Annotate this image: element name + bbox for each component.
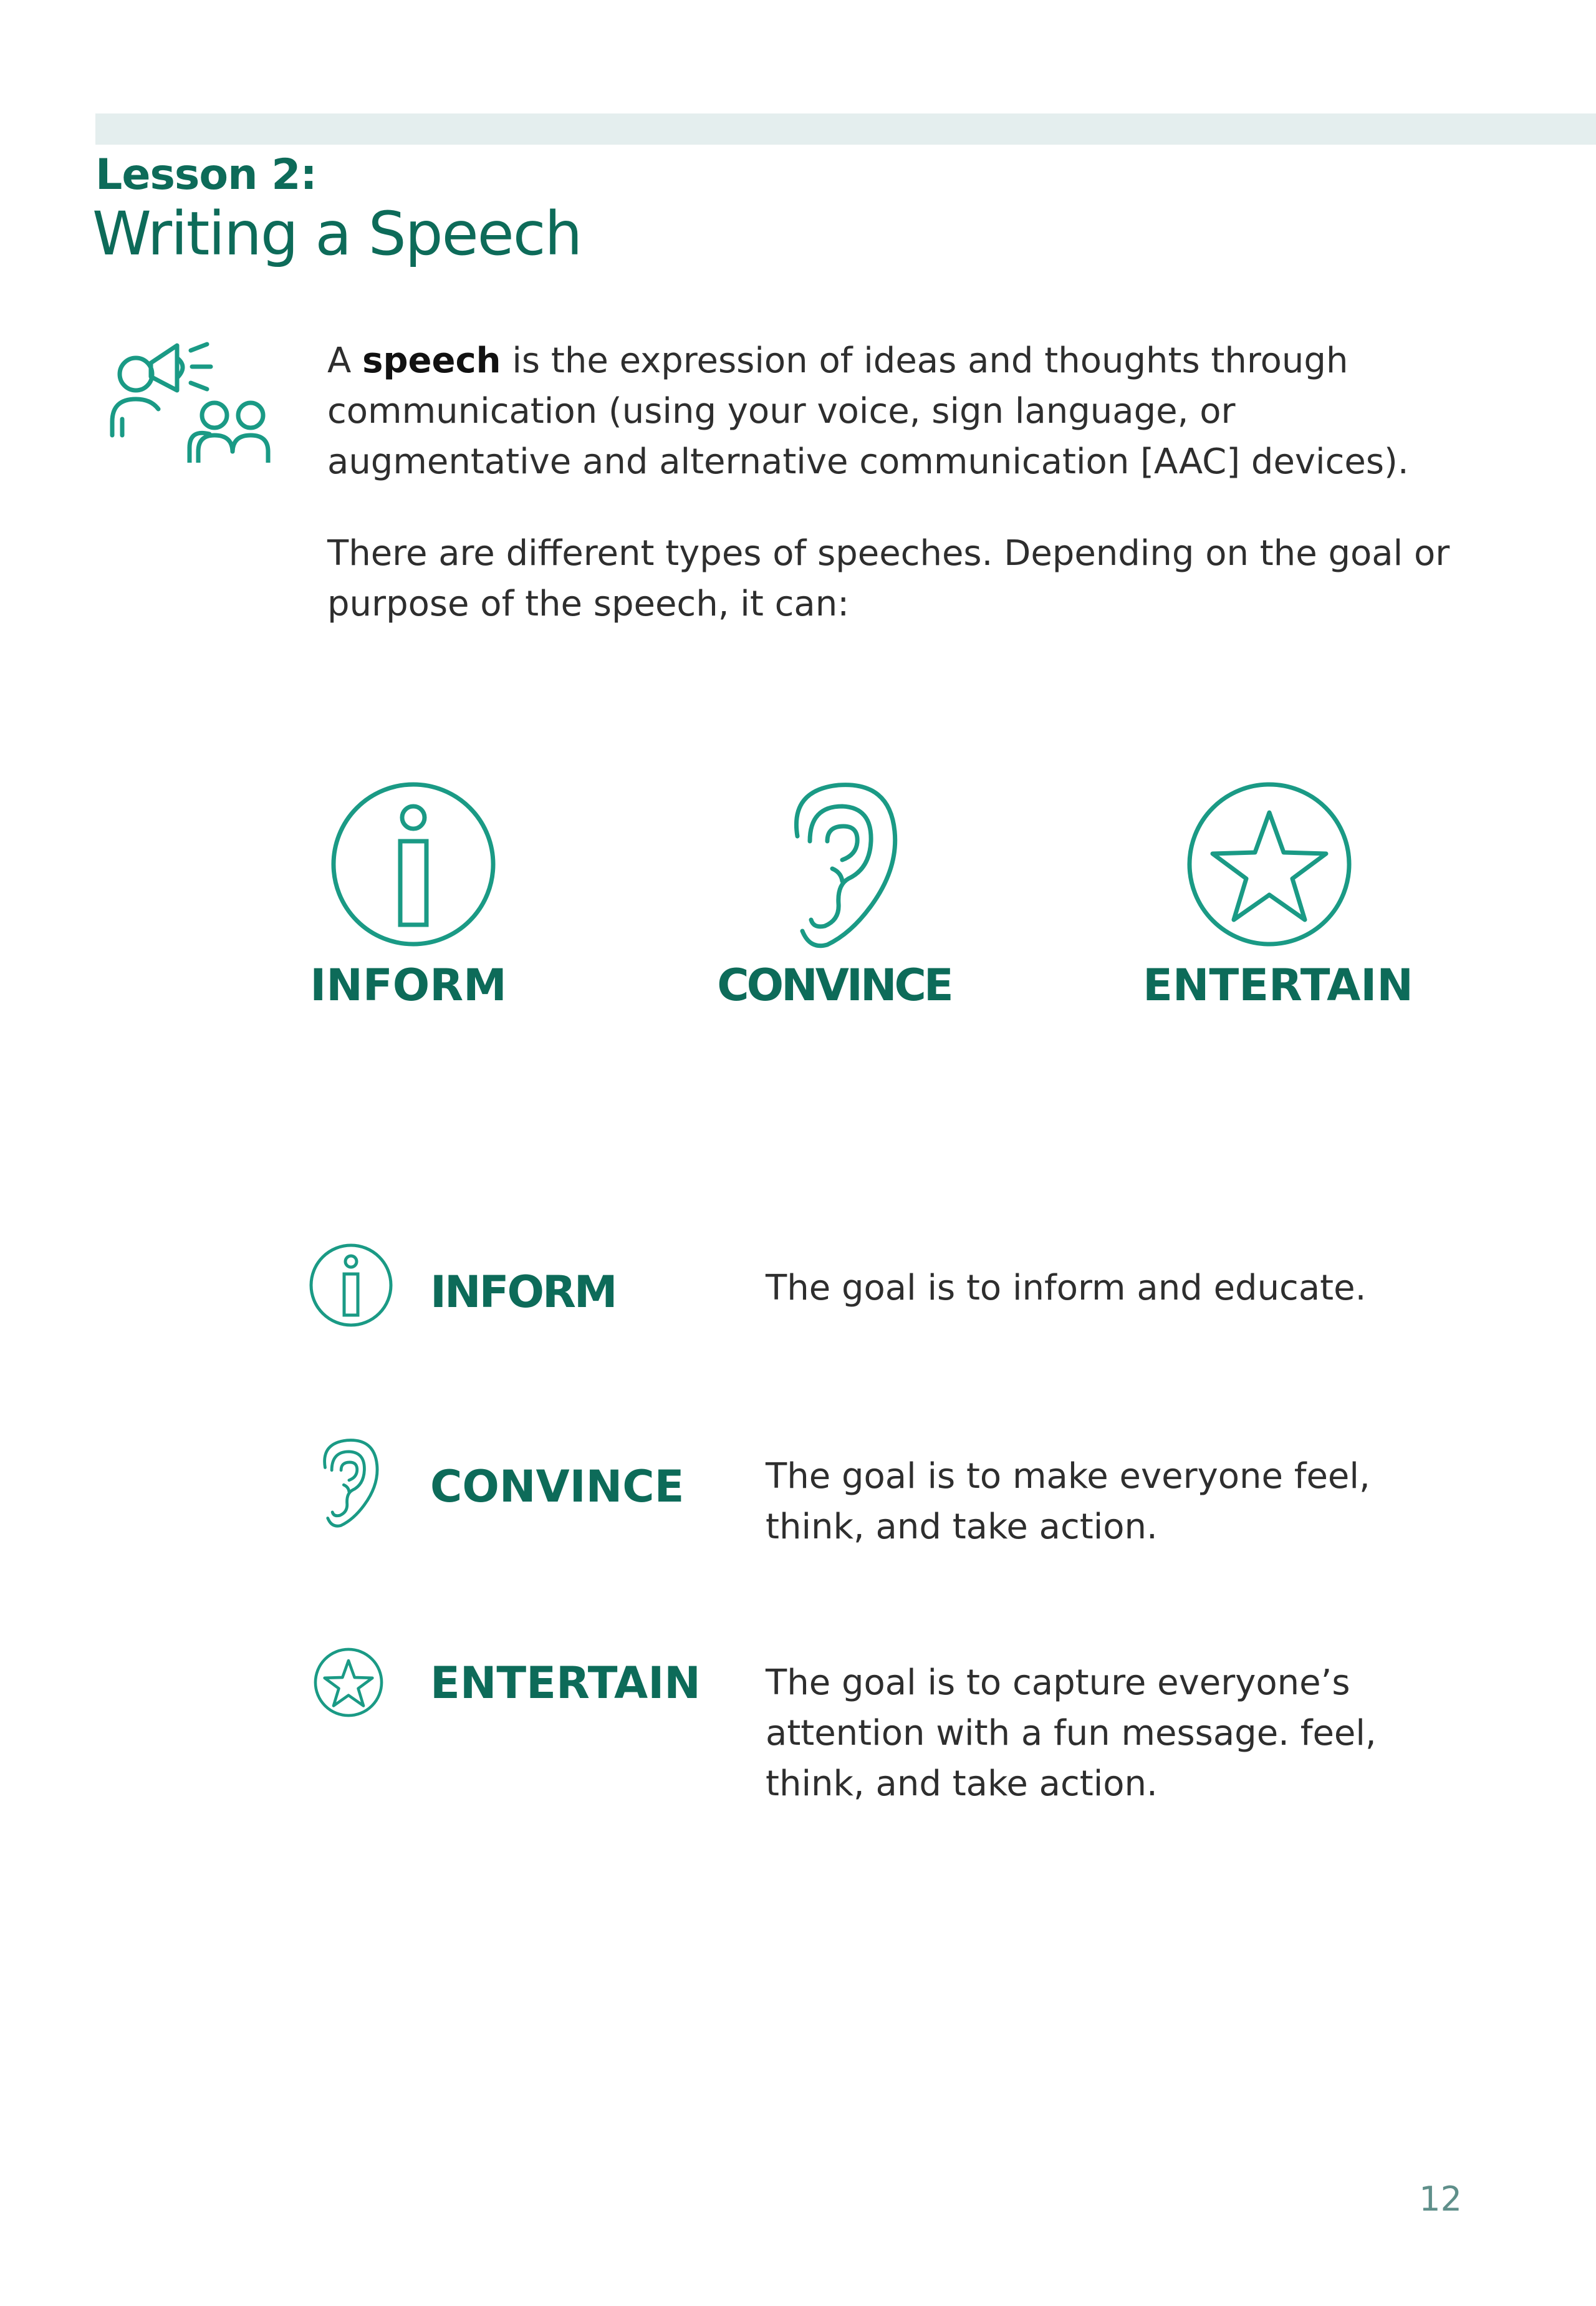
purpose-label-entertain: ENTERTAIN: [1143, 960, 1413, 1011]
purpose-desc-entertain: The goal is to capture everyone’s attention with a fun message. feel, think, and take action.: [766, 1662, 1377, 1804]
purpose-title-entertain: ENTERTAIN: [430, 1657, 701, 1709]
star-icon: [314, 1647, 383, 1717]
intro-text: [327, 335, 1487, 670]
page-number: 12: [1419, 2179, 1462, 2219]
definition-term: speech: [362, 340, 501, 381]
definition-rest: is the expression of ideas and thoughts through communication (using your voice, sign language, or augmentative and alternative communication [AAC] devices).: [327, 340, 1409, 482]
speech-types-text: There are different types of speeches. Depending on the goal or purpose of the speech, it can:: [327, 533, 1450, 624]
definition-prefix: A: [327, 340, 363, 381]
purpose-desc-convince: The goal is to make everyone feel, think, and take action.: [766, 1456, 1370, 1547]
purpose-title-inform: INFORM: [430, 1266, 616, 1318]
purpose-desc-inform: The goal is to inform and educate.: [766, 1268, 1367, 1308]
lesson-label: Lesson 2:: [95, 150, 317, 200]
header-band: [95, 113, 1596, 145]
star-icon: [1186, 781, 1352, 947]
speaker-audience-icon: [107, 342, 274, 463]
purpose-label-convince: CONVINCE: [717, 960, 951, 1011]
ear-icon: [320, 1437, 380, 1529]
ear-icon: [789, 781, 901, 948]
speech-definition: [327, 335, 1487, 487]
info-icon: [309, 1243, 393, 1328]
purpose-title-convince: CONVINCE: [430, 1461, 685, 1512]
purpose-label-inform: INFORM: [310, 960, 507, 1011]
page-title: Writing a Speech: [92, 199, 582, 269]
info-icon: [330, 781, 496, 947]
